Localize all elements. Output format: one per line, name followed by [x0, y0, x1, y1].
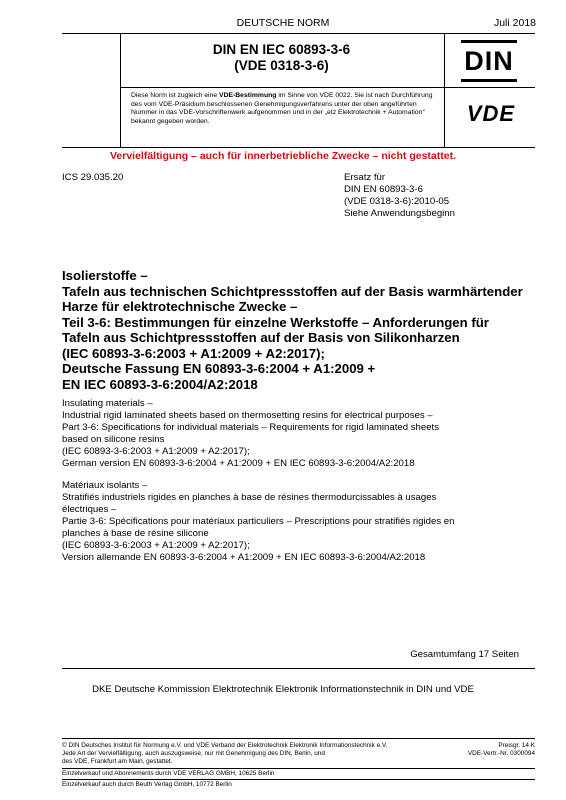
- ics-code: ICS 29.035.20: [62, 172, 124, 183]
- copyright-notice: [62, 742, 432, 766]
- title-line: Version allemande EN 60893-3-6:2004 + A1:2009 + EN IEC 60893-3-6:2004/A2:2018: [62, 552, 426, 563]
- sales-rule: [62, 768, 535, 769]
- copyright-line: Jede Art der Vervielfältigung, auch auszugsweise, nur mit Genehmigung des DIN, Berlin, und: [62, 750, 325, 758]
- sales-info-2: Einzelverkauf auch durch Beuth Verlag GmbH, 10772 Berlin: [62, 781, 232, 788]
- vde-logo: VDE: [466, 101, 516, 126]
- title-german: [62, 268, 542, 392]
- sales-rule-2: [62, 779, 535, 780]
- total-pages: Gesamtumfang 17 Seiten: [410, 649, 519, 660]
- title-line: Teil 3-6: Bestimmungen für einzelne Werkstoffe – Anforderungen für: [62, 314, 489, 330]
- price-info: [468, 742, 535, 758]
- title-line: Matériaux isolants –: [62, 480, 148, 491]
- replacement-info: [344, 172, 455, 220]
- replacement-line: DIN EN 60893-3-6: [344, 184, 423, 195]
- vde-notice: Diese Norm ist zugleich eine VDE-Bestimmung im Sinne von VDE 0022. Sie ist nach Durchführung des vom VDE-Präsidium beschlossenen Genehmigungsverfahrens unter der oben angeführten Nummer in das VDE-Vorschriftenwerk aufgenommen und in der „etz Elektrotechnik + Automation“ bekannt gegeben worden.: [131, 92, 433, 125]
- vde-contract-number: VDE-Vertr.-Nr. 0300094: [467, 750, 535, 758]
- title-line: Stratifiés industriels rigides en planches à base de résines thermodurcissables à usages: [62, 492, 437, 503]
- footer-rule: [62, 738, 535, 739]
- title-line: Isolierstoffe –: [62, 268, 148, 283]
- title-line: Deutsche Fassung EN 60893-3-6:2004 + A1:2009 +: [62, 361, 376, 376]
- title-line: based on silicone resins: [62, 434, 165, 445]
- price-group: Preisgr. 14 K: [498, 742, 535, 749]
- document-designation: [120, 42, 443, 74]
- title-line: German version EN 60893-3-6:2004 + A1:2009 + EN IEC 60893-3-6:2004/A2:2018: [62, 458, 415, 469]
- title-english: [62, 398, 542, 470]
- title-line: Harze für elektrotechnische Zwecke –: [62, 299, 298, 314]
- header-rule: [62, 33, 535, 34]
- left-block-divider: [120, 33, 121, 148]
- pages-rule: [62, 668, 535, 669]
- reproduction-notice: Vervielfältigung – auch für innerbetriebliche Zwecke – nicht gestattet.: [109, 150, 456, 162]
- sales-info-1: Einzelverkauf und Abonnements durch VDE VERLAG GMBH, 10625 Berlin: [62, 770, 275, 777]
- designation-rule: [120, 87, 535, 88]
- norm-type: DEUTSCHE NORM: [236, 17, 330, 29]
- title-line: électriques –: [62, 504, 117, 515]
- title-line: EN IEC 60893-3-6:2004/A2:2018: [62, 376, 258, 392]
- title-line: planches à base de résine silicone: [62, 528, 209, 539]
- title-line: Part 3-6: Specifications for individual materials – Requirements for rigid laminated sheets: [62, 422, 439, 433]
- block-bottom-rule: [62, 147, 535, 148]
- replacement-line: Ersatz für: [344, 172, 386, 183]
- title-line: Partie 3-6: Spécifications pour matériaux particuliers – Prescriptions pour stratifiés rigides en: [62, 516, 455, 527]
- title-line: Tafeln aus Schichtpressstoffen auf der Basis von Silikonharzen: [62, 330, 460, 345]
- title-line: Industrial rigid laminated sheets based on thermosetting resins for electrical purposes –: [62, 410, 433, 421]
- title-line: (IEC 60893-3-6:2003 + A1:2009 + A2:2017);: [62, 540, 250, 551]
- title-line: Tafeln aus technischen Schichtpressstoffen auf der Basis warmhärtender: [62, 283, 523, 299]
- copyright-line: © DIN Deutsches Institut für Normung e.V. und VDE Verband der Elektrotechnik Elektronik Informationstechnik e.V.: [62, 742, 388, 749]
- dke-line: DKE Deutsche Kommission Elektrotechnik Elektronik Informationstechnik in DIN und VDE: [92, 684, 474, 695]
- title-line: (IEC 60893-3-6:2003 + A1:2009 + A2:2017);: [62, 446, 250, 457]
- logo-column-divider: [444, 34, 445, 148]
- designation-line-1: DIN EN IEC 60893-3-6: [212, 42, 351, 57]
- din-logo: DIN: [461, 40, 517, 84]
- replacement-line: (VDE 0318-3-6):2010-05: [344, 196, 450, 207]
- copyright-line: des VDE, Frankfurt am Main, gestattet.: [62, 758, 173, 766]
- designation-line-2: (VDE 0318-3-6): [234, 58, 329, 73]
- title-line: Insulating materials –: [62, 398, 153, 409]
- replacement-line: Siehe Anwendungsbeginn: [344, 208, 455, 219]
- issue-date: Juli 2018: [493, 17, 536, 29]
- title-line: (IEC 60893-3-6:2003 + A1:2009 + A2:2017);: [62, 345, 325, 361]
- title-french: [62, 480, 542, 564]
